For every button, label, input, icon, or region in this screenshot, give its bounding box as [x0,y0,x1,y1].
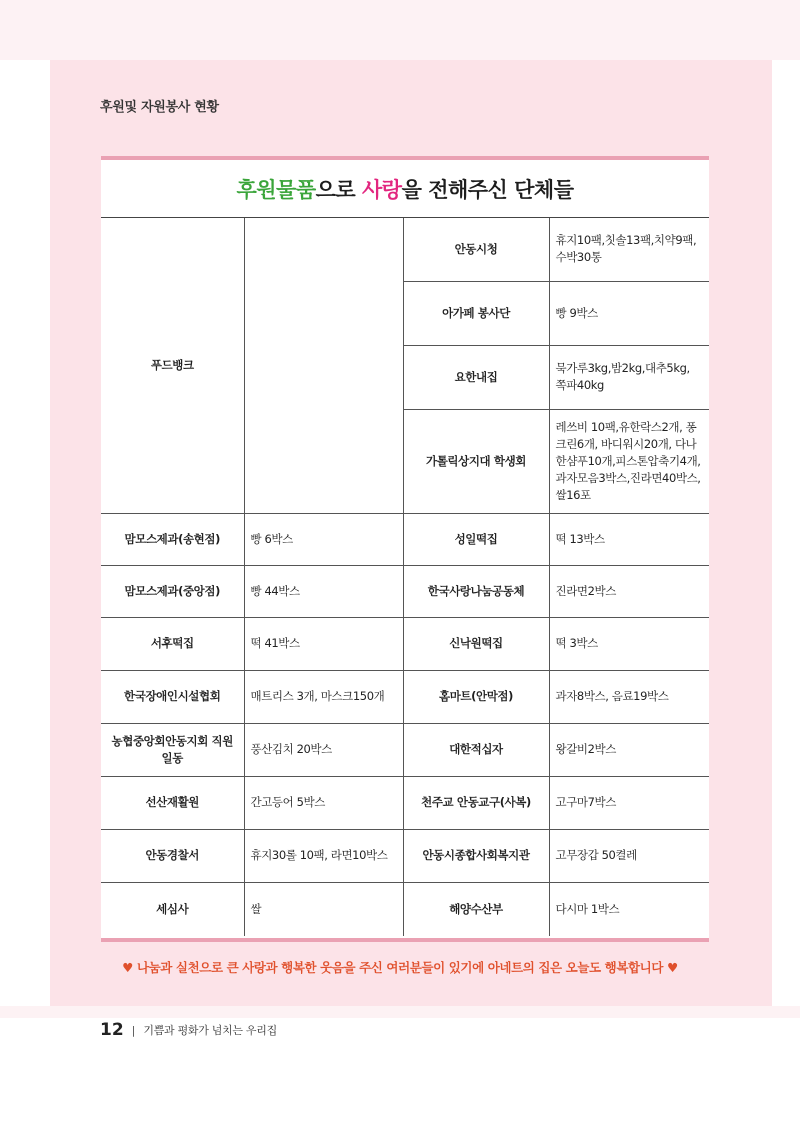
headline-part-1: 후원물품 [236,177,316,202]
donation-item: 왕갈비2박스 [549,723,709,776]
thank-you-note [0,958,800,976]
table-row [101,882,709,936]
donor-name: 안동시종합사회복지관 [403,829,549,882]
foodbank-empty-cell [244,218,403,513]
donation-item: 진라면2박스 [549,565,709,617]
donor-name: 한국사랑나눔공동체 [403,565,549,617]
headline-part-3: 사랑 [362,177,402,202]
donation-item: 매트리스 3개, 마스크150개 [244,670,403,723]
donation-item: 빵 6박스 [244,513,403,565]
donor-name: 대한적십자 [403,723,549,776]
table-row [101,723,709,776]
donation-item: 고구마7박스 [549,776,709,829]
donor-name: 안동시청 [403,218,549,281]
table-row [101,218,709,281]
donor-name: 성일떡집 [403,513,549,565]
table-row [101,513,709,565]
donor-name: 요한내집 [403,345,549,409]
donor-name: 선산재활원 [101,776,244,829]
donor-name: 세심사 [101,882,244,936]
page-separator: | [131,1023,136,1037]
donation-item: 묵가루3kg,밤2kg,대추5kg, 쪽파40kg [549,345,709,409]
card-bottom-rule [101,938,709,942]
book-title: 기쁨과 평화가 넘치는 우리집 [143,1024,277,1037]
headline [101,160,709,218]
donor-name: 서후떡집 [101,617,244,670]
donation-item: 과자8박스, 음료19박스 [549,670,709,723]
donation-item: 빵 44박스 [244,565,403,617]
donor-name: 한국장애인시설협회 [101,670,244,723]
table-row [101,776,709,829]
donation-item: 떡 41박스 [244,617,403,670]
donation-card [101,156,709,942]
donation-item: 휴지30롤 10팩, 라면10박스 [244,829,403,882]
donor-name: 홈마트(안막점) [403,670,549,723]
page-number: 12 [100,1020,124,1040]
table-row [101,565,709,617]
donor-name: 가톨릭상지대 학생회 [403,409,549,513]
headline-part-2: 으로 [315,177,363,202]
foodbank-label: 푸드뱅크 [101,218,244,513]
donor-name: 맘모스제과(송현점) [101,513,244,565]
bottom-band [0,1006,800,1018]
donor-name: 천주교 안동교구(사복) [403,776,549,829]
table-row [101,829,709,882]
table-row [101,617,709,670]
donation-item: 간고등어 5박스 [244,776,403,829]
donor-name: 맘모스제과(중앙점) [101,565,244,617]
page-footer [100,1020,277,1040]
headline-part-4: 을 전해주신 단체들 [401,177,574,202]
top-band [0,0,800,60]
donation-item: 빵 9박스 [549,281,709,345]
table-row [101,670,709,723]
donation-item: 떡 13박스 [549,513,709,565]
donor-name: 안동경찰서 [101,829,244,882]
donation-item: 떡 3박스 [549,617,709,670]
donation-item: 다시마 1박스 [549,882,709,936]
heart-icon: ♥ [667,960,678,975]
donor-name: 아가페 봉사단 [403,281,549,345]
donor-name: 신낙원떡집 [403,617,549,670]
donation-item: 쌀 [244,882,403,936]
thank-you-text: 나눔과 실천으로 큰 사랑과 행복한 웃음을 주신 여러분들이 있기에 아네트의 집은 오늘도 행복합니다 [136,960,664,975]
heart-icon: ♥ [122,960,133,975]
donation-item: 풍산김치 20박스 [244,723,403,776]
section-title: 후원및 자원봉사 현황 [100,100,219,115]
donation-item: 고무장갑 50켤레 [549,829,709,882]
donor-name: 해양수산부 [403,882,549,936]
donation-item: 휴지10팩,칫솔13팩,치약9팩, 수박30통 [549,218,709,281]
donor-name: 농협중앙회안동지회 직원일동 [101,723,244,776]
donation-table [101,218,709,936]
donation-item: 레쓰비 10팩,유한락스2개, 퐁크린6개, 바디워시20개, 다나한샴푸10개,피스톤압축기4개, 과자모음3박스,진라면40박스, 쌀16포 [549,409,709,513]
